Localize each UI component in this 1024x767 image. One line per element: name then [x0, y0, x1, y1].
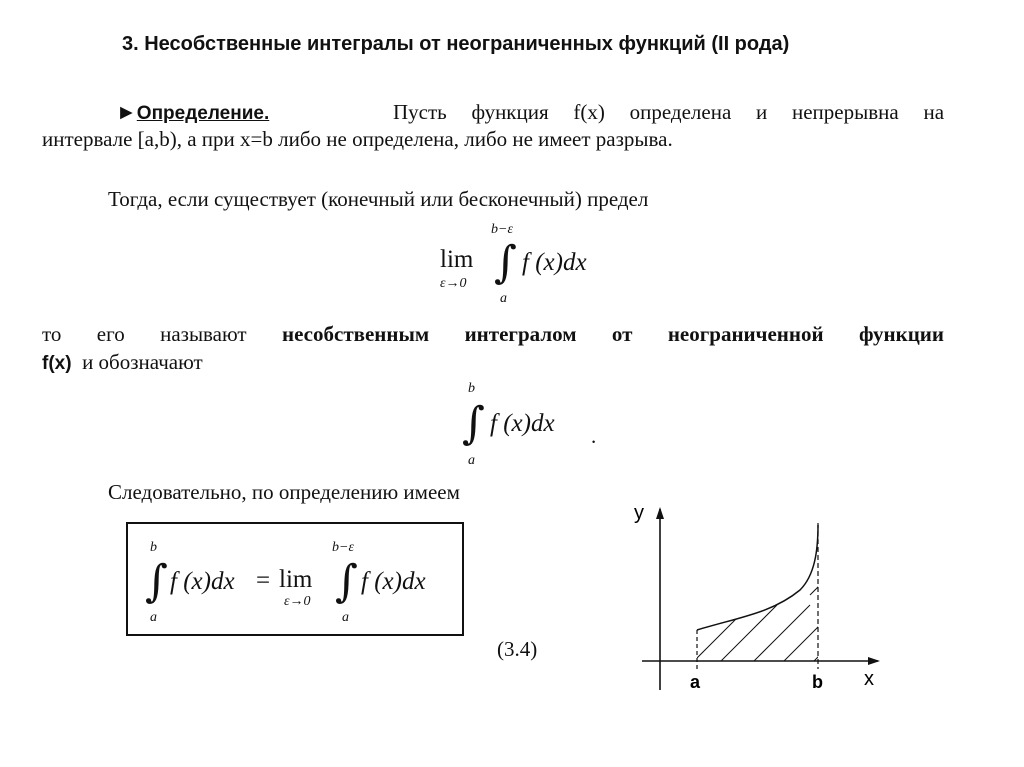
- y-axis-arrow: [656, 507, 664, 519]
- definition-line-1: [116, 98, 944, 128]
- x-axis-arrow: [868, 657, 880, 665]
- y-axis-label: y: [634, 502, 644, 524]
- right-integral-sign: ∫: [335, 556, 358, 607]
- integrand: f (x)dx: [490, 410, 555, 437]
- integral-sign: ∫: [462, 398, 485, 449]
- naming-term: несобственным интегралом от неограниченной функции: [282, 322, 945, 346]
- equals-sign: =: [256, 567, 271, 594]
- equation-number: (3.4): [497, 637, 538, 661]
- area-graph: [620, 495, 890, 695]
- naming-plain: то его называют: [42, 322, 247, 346]
- lim-subscript: ε→0: [284, 594, 311, 609]
- integral-sign: ∫: [494, 237, 517, 288]
- integral-lower-limit: a: [500, 291, 507, 306]
- definition-text-1: Пусть функция f(x) определена и непрерывна на: [393, 100, 945, 124]
- a-label: a: [690, 672, 701, 692]
- definition-marker: ►: [116, 100, 137, 124]
- left-lower-limit: a: [150, 610, 157, 625]
- then-sentence: Тогда, если существует (конечный или бесконечный) предел: [108, 187, 649, 211]
- lim-word: lim: [440, 246, 474, 273]
- integral-upper-limit: b−ε: [491, 222, 513, 237]
- left-upper-limit: b: [150, 540, 157, 555]
- section-heading: 3. Несобственные интегралы от неограниченных функций (II рода): [122, 33, 790, 55]
- right-upper-limit: b−ε: [332, 540, 354, 555]
- naming-denote: и обозначают: [82, 350, 203, 374]
- definition-line-2: интервале [a,b), а при x=b либо не определена, либо не имеет разрыва.: [42, 127, 673, 151]
- naming-line-1: [42, 320, 944, 349]
- integral-lower-limit: a: [468, 453, 475, 468]
- integrand: f (x)dx: [522, 249, 587, 276]
- function-curve: [697, 525, 818, 630]
- left-integral-sign: ∫: [145, 556, 168, 607]
- trailing-dot: .: [591, 424, 597, 448]
- integral-upper-limit: b: [468, 381, 475, 396]
- left-integrand: f (x)dx: [170, 568, 235, 595]
- definition-label: Определение.: [136, 103, 270, 124]
- consequently-sentence: Следовательно, по определению имеем: [108, 480, 460, 504]
- lim-word: lim: [279, 566, 313, 593]
- right-lower-limit: a: [342, 610, 349, 625]
- naming-function: f(x): [42, 353, 72, 374]
- naming-line-2: [42, 350, 203, 375]
- lim-subscript: ε→0: [440, 276, 467, 291]
- x-axis-label: x: [864, 668, 874, 690]
- b-label: b: [812, 672, 823, 692]
- right-integrand: f (x)dx: [361, 568, 426, 595]
